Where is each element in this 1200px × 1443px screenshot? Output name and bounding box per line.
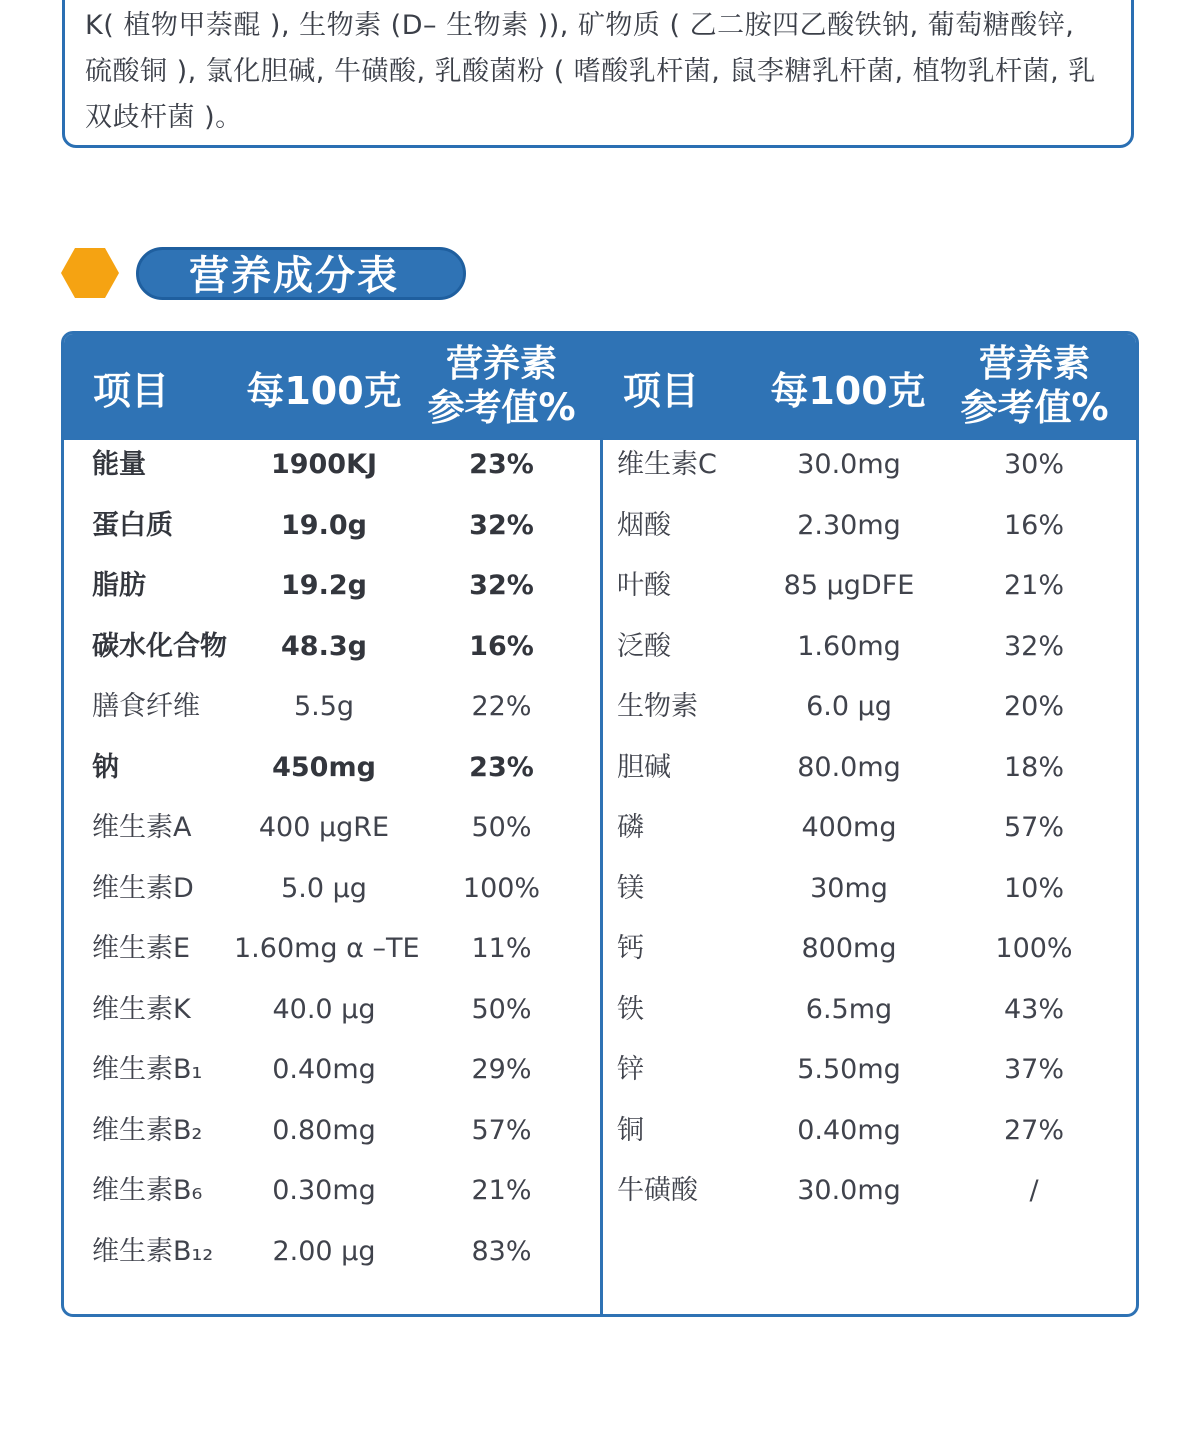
nutrient-amount: 19.2g <box>281 570 367 601</box>
table-row <box>64 1050 1136 1110</box>
nutrient-name: 铜 <box>617 1114 644 1146</box>
header-nrv-line1-left: 营养素 <box>446 342 557 385</box>
nutrient-amount: 0.40mg <box>797 1114 901 1146</box>
nutrient-name: 烟酸 <box>617 509 671 541</box>
nutrient-name: 蛋白质 <box>92 509 173 541</box>
table-row <box>64 506 1136 566</box>
nutrient-amount: 30.0mg <box>797 449 901 480</box>
table-row <box>64 627 1136 687</box>
nutrient-name: 维生素D <box>92 872 194 904</box>
table-row <box>64 990 1136 1050</box>
nutrient-amount: 48.3g <box>281 630 367 662</box>
nutrient-name: 钙 <box>617 933 644 964</box>
nutrient-name: 泛酸 <box>617 630 671 662</box>
nutrient-nrv: 57% <box>1003 812 1064 843</box>
nutrient-name: 生物素 <box>617 691 698 722</box>
table-row <box>64 1232 600 1292</box>
nutrient-amount: 40.0 μg <box>272 993 376 1025</box>
nutrient-nrv: 83% <box>471 1235 532 1267</box>
nutrient-nrv: 27% <box>1003 1114 1064 1146</box>
nutrient-name: 牛磺酸 <box>617 1175 698 1206</box>
nutrient-name: 膳食纤维 <box>92 691 200 722</box>
nutrient-amount: 19.0g <box>281 509 367 541</box>
nutrient-amount: 6.5mg <box>805 993 893 1025</box>
nutrient-nrv: 32% <box>469 509 534 541</box>
nutrient-nrv: 23% <box>469 751 534 783</box>
header-nrv-right <box>952 342 1117 430</box>
nutrient-name: 磷 <box>617 812 644 843</box>
table-header <box>64 334 1136 440</box>
nutrient-name: 维生素C <box>617 449 717 480</box>
nutrient-nrv: 21% <box>1003 570 1064 601</box>
table-row <box>64 687 1136 747</box>
nutrient-amount: 1.60mg <box>797 630 901 662</box>
nutrient-nrv: 22% <box>471 691 532 722</box>
nutrient-amount: 5.0 μg <box>281 872 367 904</box>
nutrient-name: 维生素K <box>92 993 191 1025</box>
header-nrv-line2-left: 参考值% <box>427 386 576 429</box>
table-row <box>64 566 1136 626</box>
nutrient-amount: 400 μgRE <box>258 812 390 843</box>
nutrient-amount: 450mg <box>272 751 376 783</box>
nutrient-name: 胆碱 <box>617 751 671 783</box>
nutrient-name: 维生素B₂ <box>92 1114 203 1146</box>
table-row <box>64 748 1136 808</box>
nutrient-nrv: 20% <box>1003 691 1064 722</box>
nutrient-nrv: 10% <box>1003 872 1064 904</box>
header-nrv-line2-right: 参考值% <box>960 386 1109 429</box>
nutrient-amount: 1.60mg α –TE <box>234 933 420 964</box>
nutrient-name: 维生素E <box>92 933 191 964</box>
nutrient-amount: 30mg <box>810 872 888 904</box>
hexagon-icon <box>60 246 120 300</box>
nutrient-nrv: 57% <box>471 1114 532 1146</box>
ingredients-text: K( 植物甲萘醌 ), 生物素 (D– 生物素 )), 矿物质 ( 乙二胺四乙酸铁钠, 葡萄糖酸锌, 硫酸铜 ), 氯化胆碱, 牛磺酸, 乳酸菌粉 ( 嗜酸乳杆菌, 鼠李糖乳杆菌, 植物乳杆菌, 乳双歧杆菌 )。 <box>85 10 1096 133</box>
nutrient-amount: 5.5g <box>293 691 355 722</box>
header-item-left: 项目 <box>92 369 169 413</box>
header-per100-left: 每100克 <box>246 369 402 413</box>
table-row <box>64 1111 1136 1171</box>
nutrient-nrv: 18% <box>1003 751 1064 783</box>
section-title-pill <box>136 247 466 300</box>
header-item-right: 项目 <box>622 369 699 413</box>
nutrient-nrv: 37% <box>1003 1054 1064 1085</box>
nutrition-table <box>61 331 1139 1317</box>
nutrient-name: 能量 <box>92 449 146 480</box>
table-row <box>64 869 1136 929</box>
header-nrv-line1-right: 营养素 <box>979 342 1090 385</box>
nutrient-name: 维生素B₁₂ <box>92 1235 214 1267</box>
nutrient-amount: 800mg <box>801 933 897 964</box>
nutrient-amount: 2.00 μg <box>272 1235 376 1267</box>
header-per100-right: 每100克 <box>770 369 926 413</box>
nutrient-name: 维生素A <box>92 812 192 843</box>
nutrient-nrv: 43% <box>1003 993 1064 1025</box>
nutrient-nrv: 100% <box>462 872 541 904</box>
nutrient-nrv: 100% <box>995 933 1073 964</box>
nutrient-amount: 30.0mg <box>797 1175 901 1206</box>
nutrient-amount: 0.30mg <box>272 1175 376 1206</box>
nutrient-amount: 1900KJ <box>270 449 378 480</box>
nutrient-nrv: 32% <box>469 570 534 601</box>
nutrient-name: 锌 <box>617 1054 644 1085</box>
nutrient-nrv: 23% <box>469 449 534 480</box>
table-row <box>64 1171 1136 1231</box>
nutrient-name: 碳水化合物 <box>92 630 227 662</box>
header-nrv-left <box>419 342 584 430</box>
table-row <box>64 445 1136 505</box>
table-row <box>64 929 1136 989</box>
nutrient-amount: 6.0 μg <box>806 691 892 722</box>
nutrient-name: 镁 <box>617 872 644 904</box>
nutrient-nrv: 11% <box>471 933 532 964</box>
nutrient-amount: 0.80mg <box>272 1114 376 1146</box>
section-header <box>58 244 478 306</box>
nutrient-name: 铁 <box>617 993 644 1025</box>
table-row <box>64 808 1136 868</box>
nutrient-nrv: 50% <box>471 812 532 843</box>
nutrient-amount: 5.50mg <box>797 1054 901 1085</box>
nutrient-name: 叶酸 <box>617 570 671 601</box>
nutrient-nrv: 21% <box>471 1175 532 1206</box>
nutrient-nrv: / <box>1029 1175 1039 1206</box>
nutrient-amount: 85 μgDFE <box>783 570 915 601</box>
nutrient-name: 维生素B₆ <box>92 1175 203 1206</box>
nutrient-amount: 400mg <box>801 812 897 843</box>
nutrient-amount: 0.40mg <box>272 1054 376 1085</box>
nutrient-nrv: 16% <box>1003 509 1064 541</box>
section-title: 营养成分表 <box>189 253 399 299</box>
nutrient-amount: 2.30mg <box>797 509 901 541</box>
nutrient-nrv: 29% <box>471 1054 532 1085</box>
nutrient-nrv: 50% <box>471 993 532 1025</box>
nutrient-name: 维生素B₁ <box>92 1054 203 1085</box>
ingredients-box <box>62 0 1134 148</box>
nutrient-name: 脂肪 <box>92 570 146 601</box>
nutrient-nrv: 16% <box>469 630 534 662</box>
nutrient-name: 钠 <box>92 751 119 783</box>
nutrient-nrv: 30% <box>1003 449 1064 480</box>
nutrient-amount: 80.0mg <box>797 751 901 783</box>
nutrient-nrv: 32% <box>1003 630 1064 662</box>
